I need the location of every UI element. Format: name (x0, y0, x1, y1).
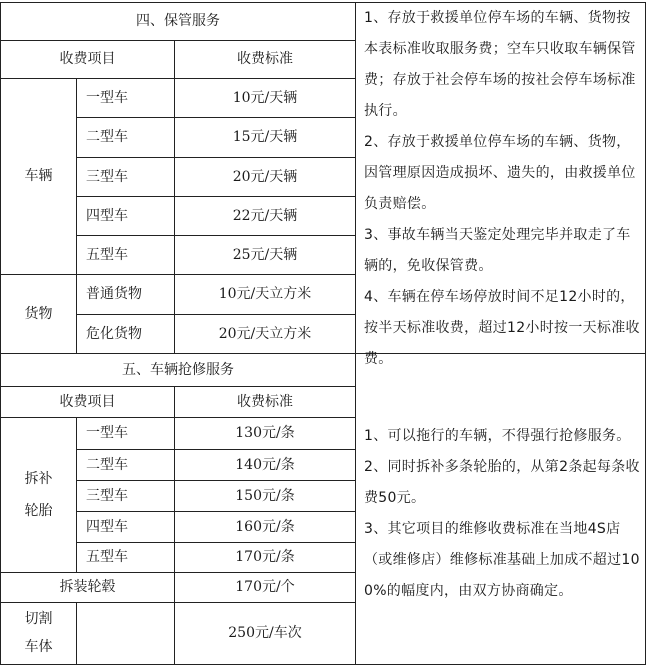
table-border-right (645, 2, 646, 665)
tire-group-label (0, 417, 77, 572)
vehicle-type: 一型车 (86, 89, 128, 106)
vehicle-type: 五型车 (86, 246, 128, 263)
repair-col-rate-header: 收费标准 (237, 393, 293, 410)
vehicle-rate: 22元/天辆 (232, 207, 298, 224)
vehicle-rate: 20元/天辆 (232, 168, 298, 185)
vehicle-rate: 25元/天辆 (232, 246, 298, 263)
tire-rate: 130元/条 (235, 425, 295, 441)
storage-col-item-header: 收费项目 (59, 51, 116, 67)
storage-section-title: 四、保管服务 (136, 13, 220, 29)
storage-note: 1、存放于救援单位停车场的车辆、货物按本表标准收取服务费；空车只收取车辆保管费；存放于社会停车场的按社会停车场标准执行。 (364, 10, 636, 119)
repair-section-title: 五、车辆抢修服务 (122, 361, 234, 378)
tire-rate: 160元/条 (235, 518, 295, 535)
repair-note: 1、可以拖行的车辆，不得强行抢修服务。 (364, 428, 631, 444)
cut-body-line: 切割 (24, 611, 53, 627)
cargo-type: 危化货物 (86, 325, 142, 342)
tire-rate: 140元/条 (235, 456, 295, 473)
hub-item: 拆装轮毂 (59, 579, 116, 595)
vehicle-type: 二型车 (86, 129, 128, 145)
tire-group-line: 拆补 (24, 470, 53, 487)
hub-rate: 170元/个 (235, 579, 295, 595)
cargo-rate: 20元/天立方米 (218, 325, 312, 342)
repair-note: 3、其它项目的维修收费标准在当地4S店（或维修店）维修标准基础上加成不超过100%的幅度内，由双方协商确定。 (364, 521, 640, 599)
storage-notes (364, 3, 640, 375)
storage-note: 2、存放于救援单位停车场的车辆、货物，因管理原因造成损坏、遗失的，由救援单位负责赔偿。 (364, 134, 636, 212)
tire-rate: 150元/条 (235, 487, 295, 504)
repair-note: 2、同时拆补多条轮胎的，从第2条起每条收费50元。 (364, 459, 640, 506)
cargo-type: 普通货物 (86, 286, 142, 302)
tire-vehicle-type: 一型车 (86, 425, 128, 441)
storage-note: 3、事故车辆当天鉴定处理完毕并取走了车辆的，免收保管费。 (364, 227, 631, 274)
cut-body-label (0, 602, 77, 664)
tire-vehicle-type: 五型车 (86, 549, 128, 565)
tire-vehicle-type: 二型车 (86, 456, 128, 473)
tire-group-line: 轮胎 (24, 502, 53, 519)
cut-body-line: 车体 (24, 639, 53, 655)
cargo-rate: 10元/天立方米 (218, 286, 312, 302)
vehicle-group-label: 车辆 (24, 168, 53, 184)
tire-vehicle-type: 四型车 (86, 518, 128, 535)
repair-col-item-header: 收费项目 (59, 393, 116, 410)
storage-note: 4、车辆在停车场停放时间不足12小时的，按半天标准收费，超过12小时按一天标准收费。 (364, 289, 640, 367)
repair-notes (364, 421, 640, 607)
vehicle-type: 三型车 (86, 168, 128, 185)
cargo-group-label: 货物 (24, 305, 53, 322)
tire-vehicle-type: 三型车 (86, 487, 128, 504)
tire-rate: 170元/条 (235, 549, 295, 565)
vehicle-rate: 10元/天辆 (232, 89, 298, 106)
cut-body-rate: 250元/车次 (228, 625, 302, 641)
vehicle-type: 四型车 (86, 207, 128, 224)
storage-col-rate-header: 收费标准 (237, 51, 293, 67)
vehicle-rate: 15元/天辆 (232, 129, 298, 145)
table-border-bottom (0, 664, 646, 665)
